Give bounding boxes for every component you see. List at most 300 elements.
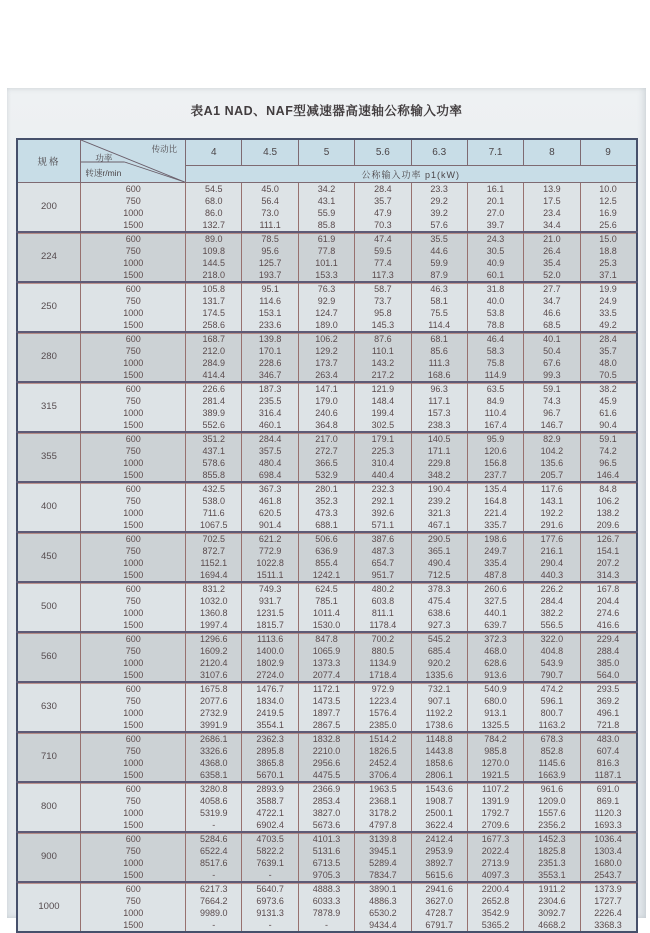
value-cell: 189.0 — [298, 319, 354, 332]
value-cell: - — [298, 919, 354, 932]
value-cell: 365.1 — [411, 545, 467, 557]
value-cell: 87.6 — [355, 332, 411, 345]
value-cell: 205.7 — [524, 469, 580, 482]
value-cell: 316.4 — [242, 407, 298, 419]
value-cell: 55.9 — [298, 207, 354, 219]
table-row — [17, 195, 637, 207]
value-cell: 61.6 — [580, 407, 636, 419]
value-cell: 4728.7 — [411, 907, 467, 919]
value-cell: 217.0 — [298, 432, 354, 445]
value-cell: 73.7 — [355, 295, 411, 307]
speed-cell: 750 — [81, 595, 186, 607]
value-cell: 1022.8 — [242, 557, 298, 569]
value-cell: 4097.3 — [467, 869, 523, 882]
value-cell: 117.3 — [355, 269, 411, 282]
value-cell: 869.1 — [580, 795, 636, 807]
value-cell: 784.2 — [467, 732, 523, 745]
value-cell: 199.4 — [355, 407, 411, 419]
value-cell: 880.5 — [355, 645, 411, 657]
table-body — [17, 183, 637, 933]
table-row — [17, 719, 637, 732]
value-cell: 437.1 — [186, 445, 242, 457]
value-cell: 314.3 — [580, 569, 636, 582]
value-cell: 2893.9 — [242, 782, 298, 795]
value-cell: 1693.3 — [580, 819, 636, 832]
value-cell: 1802.9 — [242, 657, 298, 669]
value-cell: 2953.9 — [411, 845, 467, 857]
value-cell: - — [186, 919, 242, 932]
value-cell: 132.7 — [186, 219, 242, 232]
value-cell: 2304.6 — [524, 895, 580, 907]
value-cell: 2366.9 — [298, 782, 354, 795]
table-row — [17, 307, 637, 319]
value-cell: 77.4 — [355, 257, 411, 269]
value-cell: 688.1 — [298, 519, 354, 532]
value-cell: 1921.5 — [467, 769, 523, 782]
value-cell: 229.4 — [580, 632, 636, 645]
value-cell: 38.2 — [580, 382, 636, 395]
value-cell: 111.1 — [242, 219, 298, 232]
value-cell: 772.9 — [242, 545, 298, 557]
value-cell: 5319.9 — [186, 807, 242, 819]
value-cell: 75.5 — [411, 307, 467, 319]
speed-cell: 1500 — [81, 769, 186, 782]
value-cell: 357.5 — [242, 445, 298, 457]
speed-cell: 1000 — [81, 457, 186, 469]
table-row — [17, 257, 637, 269]
value-cell: 5615.6 — [411, 869, 467, 882]
value-cell: 68.1 — [411, 332, 467, 345]
table-row — [17, 382, 637, 395]
value-cell: 506.6 — [298, 532, 354, 545]
value-cell: 82.9 — [524, 432, 580, 445]
value-cell: 46.6 — [524, 307, 580, 319]
value-cell: 352.3 — [298, 495, 354, 507]
speed-cell: 600 — [81, 432, 186, 445]
value-cell: 440.1 — [467, 607, 523, 619]
value-cell: 5365.2 — [467, 919, 523, 932]
speed-cell: 1500 — [81, 319, 186, 332]
value-cell: 17.5 — [524, 195, 580, 207]
value-cell: 490.4 — [411, 557, 467, 569]
value-cell: 691.0 — [580, 782, 636, 795]
value-cell: 68.0 — [186, 195, 242, 207]
speed-cell: 750 — [81, 695, 186, 707]
value-cell: 114.4 — [411, 319, 467, 332]
ratio-header: 7.1 — [467, 139, 523, 166]
value-cell: - — [186, 869, 242, 882]
value-cell: 596.1 — [524, 695, 580, 707]
value-cell: 34.7 — [524, 295, 580, 307]
table-row — [17, 183, 637, 196]
value-cell: 3368.3 — [580, 919, 636, 932]
value-cell: 1514.2 — [355, 732, 411, 745]
spec-cell: 500 — [17, 582, 81, 632]
value-cell: 35.5 — [411, 232, 467, 245]
value-cell: 3178.2 — [355, 807, 411, 819]
value-cell: 1391.9 — [467, 795, 523, 807]
spec-cell: 315 — [17, 382, 81, 432]
value-cell: 6358.1 — [186, 769, 242, 782]
table-row — [17, 357, 637, 369]
speed-cell: 600 — [81, 282, 186, 295]
value-cell: 16.9 — [580, 207, 636, 219]
ratio-header: 6.3 — [411, 139, 467, 166]
speed-cell: 1000 — [81, 757, 186, 769]
value-cell: 110.4 — [467, 407, 523, 419]
value-cell: 621.2 — [242, 532, 298, 545]
value-cell: 229.8 — [411, 457, 467, 469]
value-cell: 1163.2 — [524, 719, 580, 732]
speed-cell: 600 — [81, 232, 186, 245]
speed-cell: 1000 — [81, 507, 186, 519]
table-row — [17, 245, 637, 257]
value-cell: 364.8 — [298, 419, 354, 432]
value-cell: 1557.6 — [524, 807, 580, 819]
value-cell: 232.3 — [355, 482, 411, 495]
value-cell: 372.3 — [467, 632, 523, 645]
value-cell: 52.0 — [524, 269, 580, 282]
value-cell: 3890.1 — [355, 882, 411, 895]
value-cell: 29.2 — [411, 195, 467, 207]
value-cell: 23.4 — [524, 207, 580, 219]
value-cell: 2356.2 — [524, 819, 580, 832]
value-cell: 170.1 — [242, 345, 298, 357]
table-row — [17, 219, 637, 232]
table-row — [17, 469, 637, 482]
value-cell: 90.4 — [580, 419, 636, 432]
value-cell: 138.2 — [580, 507, 636, 519]
speed-cell: 600 — [81, 782, 186, 795]
speed-cell: 750 — [81, 495, 186, 507]
table-row — [17, 682, 637, 695]
spec-cell: 710 — [17, 732, 81, 782]
value-cell: 3627.0 — [411, 895, 467, 907]
value-cell: 3542.9 — [467, 907, 523, 919]
value-cell: 951.7 — [355, 569, 411, 582]
value-cell: 389.9 — [186, 407, 242, 419]
value-cell: 3326.6 — [186, 745, 242, 757]
value-cell: 121.9 — [355, 382, 411, 395]
value-cell: 302.5 — [355, 419, 411, 432]
value-cell: 59.5 — [355, 245, 411, 257]
value-cell: 145.3 — [355, 319, 411, 332]
ratio-header: 5.6 — [355, 139, 411, 166]
value-cell: 1738.6 — [411, 719, 467, 732]
table-row — [17, 695, 637, 707]
spec-cell: 630 — [17, 682, 81, 732]
value-cell: 2956.6 — [298, 757, 354, 769]
value-cell: 193.7 — [242, 269, 298, 282]
speed-cell: 1500 — [81, 719, 186, 732]
value-cell: 43.1 — [298, 195, 354, 207]
value-cell: 99.3 — [524, 369, 580, 382]
value-cell: 57.6 — [411, 219, 467, 232]
value-cell: 47.4 — [355, 232, 411, 245]
value-cell: 1511.1 — [242, 569, 298, 582]
value-cell: 2077.4 — [298, 669, 354, 682]
value-cell: 1242.1 — [298, 569, 354, 582]
value-cell: 545.2 — [411, 632, 467, 645]
value-cell: 154.1 — [580, 545, 636, 557]
value-cell: 1718.4 — [355, 669, 411, 682]
value-cell: 12.5 — [580, 195, 636, 207]
value-cell: 913.6 — [467, 669, 523, 682]
value-cell: 192.2 — [524, 507, 580, 519]
value-cell: 226.2 — [524, 582, 580, 595]
value-cell: 685.4 — [411, 645, 467, 657]
value-cell: 1145.6 — [524, 757, 580, 769]
speed-cell: 600 — [81, 832, 186, 845]
value-cell: 126.7 — [580, 532, 636, 545]
speed-cell: 600 — [81, 582, 186, 595]
value-cell: 263.4 — [298, 369, 354, 382]
value-cell: 117.6 — [524, 482, 580, 495]
value-cell: 483.0 — [580, 732, 636, 745]
value-cell: 467.1 — [411, 519, 467, 532]
value-cell: 1832.8 — [298, 732, 354, 745]
value-cell: 85.6 — [411, 345, 467, 357]
power-label: 功率 — [95, 153, 113, 163]
value-cell: 47.9 — [355, 207, 411, 219]
table-row — [17, 495, 637, 507]
value-cell: 105.8 — [186, 282, 242, 295]
speed-cell: 1000 — [81, 707, 186, 719]
value-cell: 92.9 — [298, 295, 354, 307]
value-cell: 1911.2 — [524, 882, 580, 895]
value-cell: 10.0 — [580, 183, 636, 196]
value-cell: 239.2 — [411, 495, 467, 507]
value-cell: 95.8 — [355, 307, 411, 319]
value-cell: 106.2 — [298, 332, 354, 345]
value-cell: 284.4 — [524, 595, 580, 607]
value-cell: 74.2 — [580, 445, 636, 457]
table-row — [17, 445, 637, 457]
value-cell: 18.8 — [580, 245, 636, 257]
value-cell: 6522.4 — [186, 845, 242, 857]
table-row — [17, 545, 637, 557]
value-cell: 1373.9 — [580, 882, 636, 895]
value-cell: 2452.4 — [355, 757, 411, 769]
value-cell: 293.5 — [580, 682, 636, 695]
speed-cell: 1000 — [81, 857, 186, 869]
value-cell: 89.0 — [186, 232, 242, 245]
value-cell: 6217.3 — [186, 882, 242, 895]
value-cell: 564.0 — [580, 669, 636, 682]
value-cell: 70.5 — [580, 369, 636, 382]
table-row — [17, 532, 637, 545]
table-row — [17, 482, 637, 495]
value-cell: 4886.3 — [355, 895, 411, 907]
value-cell: 147.1 — [298, 382, 354, 395]
value-cell: 5670.1 — [242, 769, 298, 782]
speed-cell: 1500 — [81, 819, 186, 832]
table-row — [17, 595, 637, 607]
value-cell: 2200.4 — [467, 882, 523, 895]
value-cell: 711.6 — [186, 507, 242, 519]
speed-cell: 1500 — [81, 669, 186, 682]
table-row — [17, 769, 637, 782]
value-cell: 3139.8 — [355, 832, 411, 845]
value-cell: 95.6 — [242, 245, 298, 257]
value-cell: 59.1 — [524, 382, 580, 395]
value-cell: 40.1 — [524, 332, 580, 345]
value-cell: 35.4 — [524, 257, 580, 269]
value-cell: 249.7 — [467, 545, 523, 557]
value-cell: 33.5 — [580, 307, 636, 319]
value-cell: 8517.6 — [186, 857, 242, 869]
table-row — [17, 869, 637, 882]
value-cell: 5131.6 — [298, 845, 354, 857]
value-cell: - — [186, 819, 242, 832]
scanned-page — [7, 88, 646, 930]
value-cell: 321.3 — [411, 507, 467, 519]
value-cell: 4888.3 — [298, 882, 354, 895]
table-row — [17, 582, 637, 595]
value-cell: 636.9 — [298, 545, 354, 557]
value-cell: 235.5 — [242, 395, 298, 407]
speed-cell: 1500 — [81, 569, 186, 582]
value-cell: 1530.0 — [298, 619, 354, 632]
value-cell: 1677.3 — [467, 832, 523, 845]
value-cell: 1187.1 — [580, 769, 636, 782]
value-cell: 1032.0 — [186, 595, 242, 607]
value-cell: 54.5 — [186, 183, 242, 196]
value-cell: 6902.4 — [242, 819, 298, 832]
table-row — [17, 619, 637, 632]
value-cell: 70.3 — [355, 219, 411, 232]
value-cell: 1826.5 — [355, 745, 411, 757]
value-cell: 1231.5 — [242, 607, 298, 619]
spec-cell: 1000 — [17, 882, 81, 932]
value-cell: 1325.5 — [467, 719, 523, 732]
value-cell: 2543.7 — [580, 869, 636, 882]
value-cell: 460.1 — [242, 419, 298, 432]
spec-cell: 400 — [17, 482, 81, 532]
value-cell: 6713.5 — [298, 857, 354, 869]
value-cell: 348.2 — [411, 469, 467, 482]
value-cell: 1296.6 — [186, 632, 242, 645]
value-cell: 3107.6 — [186, 669, 242, 682]
table-row — [17, 645, 637, 657]
value-cell: 56.4 — [242, 195, 298, 207]
value-cell: 171.1 — [411, 445, 467, 457]
value-cell: 4668.2 — [524, 919, 580, 932]
value-cell: 281.4 — [186, 395, 242, 407]
value-cell: 2941.6 — [411, 882, 467, 895]
table-row — [17, 707, 637, 719]
value-cell: 190.4 — [411, 482, 467, 495]
value-cell: 1400.0 — [242, 645, 298, 657]
value-cell: 24.3 — [467, 232, 523, 245]
value-cell: 1576.4 — [355, 707, 411, 719]
value-cell: 146.7 — [524, 419, 580, 432]
value-cell: 2226.4 — [580, 907, 636, 919]
spec-cell: 560 — [17, 632, 81, 682]
value-cell: 855.4 — [298, 557, 354, 569]
value-cell: 2362.3 — [242, 732, 298, 745]
value-cell: 1443.8 — [411, 745, 467, 757]
table-row — [17, 882, 637, 895]
value-cell: 1134.9 — [355, 657, 411, 669]
value-cell: 2385.0 — [355, 719, 411, 732]
value-cell: 2351.3 — [524, 857, 580, 869]
value-cell: 40.0 — [467, 295, 523, 307]
value-cell: 74.3 — [524, 395, 580, 407]
value-cell: 440.3 — [524, 569, 580, 582]
value-cell: 712.5 — [411, 569, 467, 582]
value-cell: 811.1 — [355, 607, 411, 619]
value-cell: 16.1 — [467, 183, 523, 196]
table-row — [17, 657, 637, 669]
value-cell: 228.6 — [242, 357, 298, 369]
speed-cell: 1500 — [81, 419, 186, 432]
table-row — [17, 732, 637, 745]
value-cell: 578.6 — [186, 457, 242, 469]
value-cell: 58.7 — [355, 282, 411, 295]
value-cell: 961.6 — [524, 782, 580, 795]
ratio-header: 4 — [186, 139, 242, 166]
value-cell: 58.1 — [411, 295, 467, 307]
table-row — [17, 369, 637, 382]
value-cell: 2867.5 — [298, 719, 354, 732]
speed-cell: 750 — [81, 345, 186, 357]
value-cell: 27.0 — [467, 207, 523, 219]
value-cell: 4475.5 — [298, 769, 354, 782]
value-cell: 972.9 — [355, 682, 411, 695]
value-cell: 480.4 — [242, 457, 298, 469]
value-cell: 45.9 — [580, 395, 636, 407]
value-cell: 2709.6 — [467, 819, 523, 832]
value-cell: 1963.5 — [355, 782, 411, 795]
speed-cell: 1500 — [81, 219, 186, 232]
table-row — [17, 607, 637, 619]
speed-cell: 750 — [81, 895, 186, 907]
value-cell: 1107.2 — [467, 782, 523, 795]
value-cell: 1452.3 — [524, 832, 580, 845]
value-cell: 1148.8 — [411, 732, 467, 745]
value-cell: 2713.9 — [467, 857, 523, 869]
table-row — [17, 232, 637, 245]
value-cell: 1997.4 — [186, 619, 242, 632]
value-cell: 1825.8 — [524, 845, 580, 857]
value-cell: 1192.2 — [411, 707, 467, 719]
value-cell: 284.4 — [242, 432, 298, 445]
value-cell: 790.7 — [524, 669, 580, 682]
speed-cell: 750 — [81, 395, 186, 407]
value-cell: 50.4 — [524, 345, 580, 357]
value-cell: 4101.3 — [298, 832, 354, 845]
value-cell: 124.7 — [298, 307, 354, 319]
speed-cell: 1000 — [81, 657, 186, 669]
value-cell: 3092.7 — [524, 907, 580, 919]
speed-cell: 600 — [81, 482, 186, 495]
table-row — [17, 319, 637, 332]
table-row — [17, 919, 637, 932]
value-cell: 538.0 — [186, 495, 242, 507]
value-cell: 2419.5 — [242, 707, 298, 719]
value-cell: 3553.1 — [524, 869, 580, 882]
speed-cell: 600 — [81, 732, 186, 745]
value-cell: 20.1 — [467, 195, 523, 207]
value-cell: 1727.7 — [580, 895, 636, 907]
speed-cell: 1000 — [81, 557, 186, 569]
speed-cell: 1500 — [81, 869, 186, 882]
speed-cell: 1000 — [81, 407, 186, 419]
value-cell: 125.7 — [242, 257, 298, 269]
value-cell: 260.6 — [467, 582, 523, 595]
value-cell: 654.7 — [355, 557, 411, 569]
